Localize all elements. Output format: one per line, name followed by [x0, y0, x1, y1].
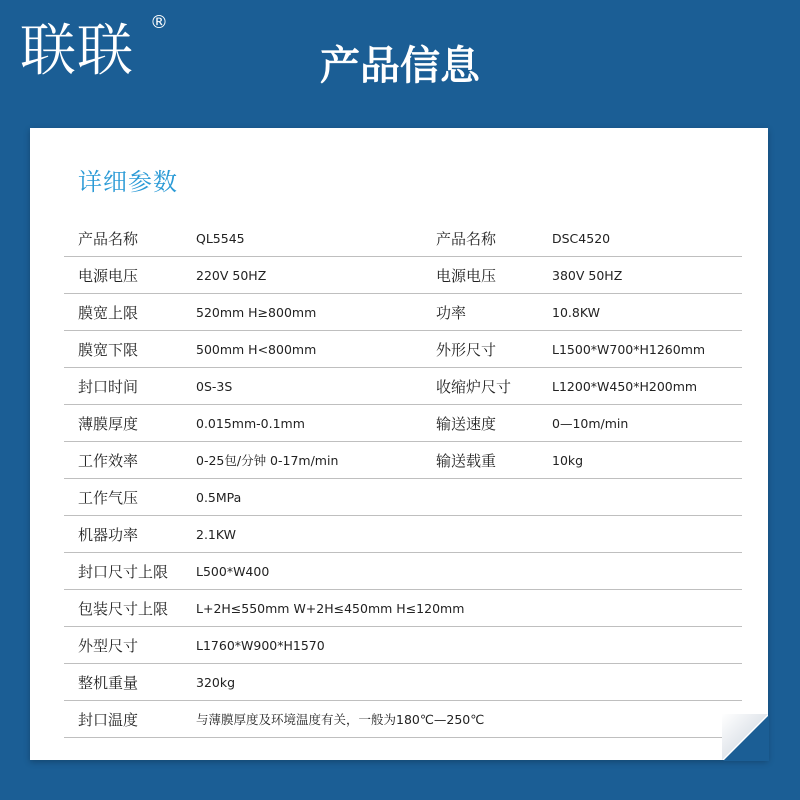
spec-value: 2.1KW — [196, 516, 742, 553]
spec-value: 500mm H<800mm — [196, 331, 422, 368]
spec-value: 0-25包/分钟 0-17m/min — [196, 442, 422, 479]
spec-value: 520mm H≥800mm — [196, 294, 422, 331]
spec-table — [64, 220, 742, 738]
spec-value: L1760*W900*H1570 — [196, 627, 742, 664]
spec-label: 工作气压 — [64, 479, 196, 516]
table-row — [64, 553, 742, 590]
spec-label: 产品名称 — [64, 220, 196, 257]
spec-card — [30, 128, 768, 760]
spec-value: 320kg — [196, 664, 742, 701]
spec-value: 10.8KW — [552, 294, 742, 331]
spec-value: L1200*W450*H200mm — [552, 368, 742, 405]
spec-value: 0.015mm-0.1mm — [196, 405, 422, 442]
spec-label: 薄膜厚度 — [64, 405, 196, 442]
table-row — [64, 442, 742, 479]
table-row — [64, 368, 742, 405]
spec-value: 10kg — [552, 442, 742, 479]
spec-label: 电源电压 — [64, 257, 196, 294]
spec-value: L500*W400 — [196, 553, 742, 590]
spec-value: 380V 50HZ — [552, 257, 742, 294]
spec-value: QL5545 — [196, 220, 422, 257]
spec-label: 外型尺寸 — [64, 627, 196, 664]
table-row — [64, 627, 742, 664]
table-row — [64, 590, 742, 627]
table-row — [64, 257, 742, 294]
spec-label: 封口时间 — [64, 368, 196, 405]
spec-label: 功率 — [422, 294, 552, 331]
spec-label: 收缩炉尺寸 — [422, 368, 552, 405]
table-row — [64, 664, 742, 701]
section-title: 详细参数 — [78, 168, 178, 196]
spec-label: 整机重量 — [64, 664, 196, 701]
table-row — [64, 701, 742, 738]
spec-label: 膜宽上限 — [64, 294, 196, 331]
spec-label: 封口尺寸上限 — [64, 553, 196, 590]
spec-label: 机器功率 — [64, 516, 196, 553]
table-row — [64, 516, 742, 553]
spec-label: 输送载重 — [422, 442, 552, 479]
spec-label: 输送速度 — [422, 405, 552, 442]
spec-value: DSC4520 — [552, 220, 742, 257]
page-title: 产品信息 — [320, 43, 480, 89]
spec-value: L+2H≤550mm W+2H≤450mm H≤120mm — [196, 590, 742, 627]
spec-value: 0S-3S — [196, 368, 422, 405]
spec-value: L1500*W700*H1260mm — [552, 331, 742, 368]
spec-value: 220V 50HZ — [196, 257, 422, 294]
spec-label: 产品名称 — [422, 220, 552, 257]
spec-label: 电源电压 — [422, 257, 552, 294]
spec-label: 外形尺寸 — [422, 331, 552, 368]
spec-label: 包装尺寸上限 — [64, 590, 196, 627]
brand-logo: 联联 — [20, 19, 134, 84]
spec-value: 与薄膜厚度及环境温度有关，一般为180℃—250℃ — [196, 701, 742, 738]
spec-label: 膜宽下限 — [64, 331, 196, 368]
table-row — [64, 294, 742, 331]
registered-mark: ® — [150, 12, 168, 33]
table-row — [64, 405, 742, 442]
table-row — [64, 331, 742, 368]
spec-value: 0.5MPa — [196, 479, 742, 516]
spec-value: 0—10m/min — [552, 405, 742, 442]
table-row — [64, 220, 742, 257]
spec-label: 封口温度 — [64, 701, 196, 738]
table-row — [64, 479, 742, 516]
spec-label: 工作效率 — [64, 442, 196, 479]
